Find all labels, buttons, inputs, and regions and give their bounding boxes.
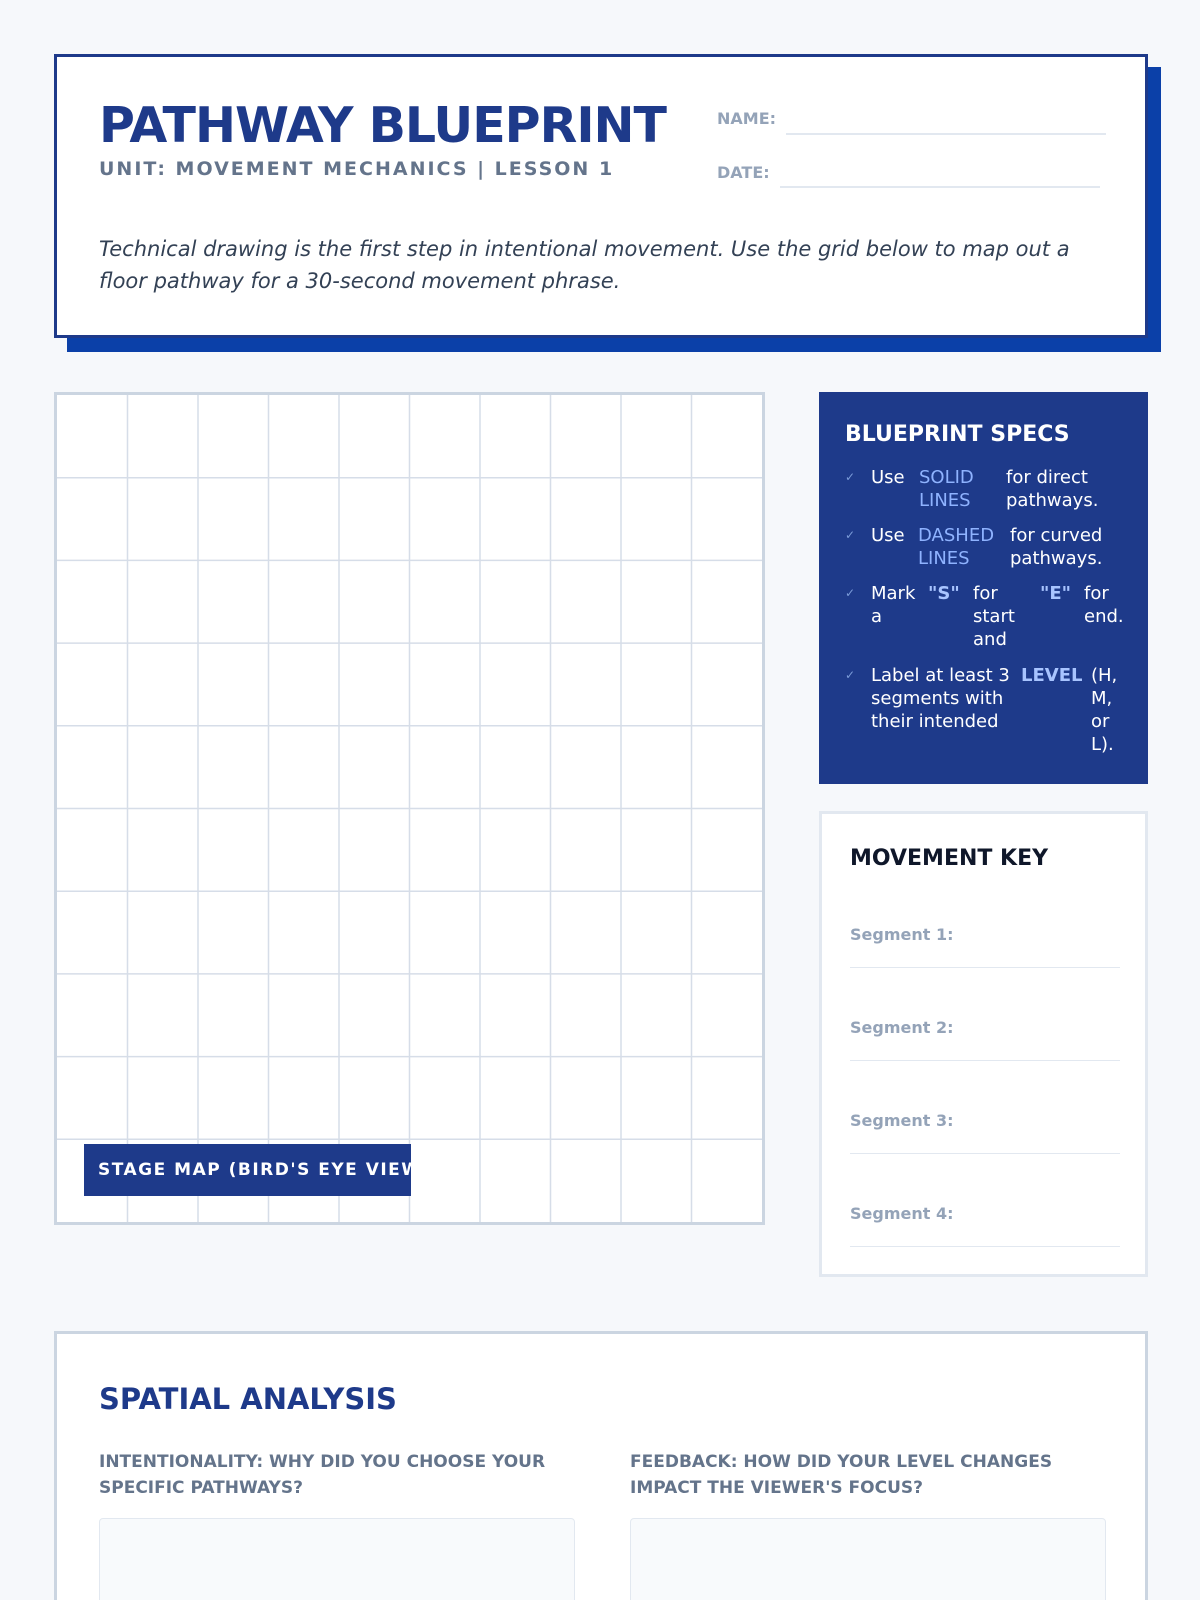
feedback-question: FEEDBACK: HOW DID YOUR LEVEL CHANGES IMPACT THE VIEWER'S FOCUS?: [630, 1452, 1053, 1498]
spec-item: ✓ Mark a "S" for start and "E" for end.: [845, 583, 1124, 650]
check-icon: ✓: [845, 470, 856, 484]
spatial-analysis-section: [54, 1331, 1148, 1600]
segment-2-label: Segment 2:: [850, 1018, 954, 1037]
name-field[interactable]: [786, 133, 1106, 135]
segment-3-field[interactable]: [850, 1153, 1120, 1154]
page-title: PATHWAY BLUEPRINT: [99, 97, 666, 154]
stage-map-label: STAGE MAP (BIRD'S EYE VIEW): [84, 1144, 411, 1196]
spec-item: ✓ Label at least 3 segments with their intended LEVEL (H, M, or L).: [845, 665, 1118, 755]
check-icon: ✓: [845, 528, 856, 542]
spec-item: ✓ Use SOLID LINES for direct pathways.: [845, 467, 1099, 511]
date-field[interactable]: [780, 186, 1100, 188]
spatial-analysis-title: SPATIAL ANALYSIS: [99, 1382, 397, 1416]
segment-1-field[interactable]: [850, 967, 1120, 968]
feedback-answer-box[interactable]: [630, 1518, 1106, 1600]
header-card: [54, 54, 1148, 338]
segment-1-label: Segment 1:: [850, 925, 954, 944]
segment-4-label: Segment 4:: [850, 1204, 954, 1223]
stage-map-grid[interactable]: [54, 392, 765, 1225]
check-icon: ✓: [845, 586, 856, 600]
segment-2-field[interactable]: [850, 1060, 1120, 1061]
intentionality-answer-box[interactable]: [99, 1518, 575, 1600]
specs-title: BLUEPRINT SPECS: [845, 422, 1070, 447]
grid-lines: [57, 395, 765, 1225]
segment-3-label: Segment 3:: [850, 1111, 954, 1130]
name-label: NAME:: [717, 109, 777, 128]
check-icon: ✓: [845, 668, 856, 682]
segment-4-field[interactable]: [850, 1246, 1120, 1247]
blueprint-specs-panel: [819, 392, 1148, 784]
intentionality-question: INTENTIONALITY: WHY DID YOU CHOOSE YOUR SPECIFIC PATHWAYS?: [99, 1452, 546, 1498]
date-label: DATE:: [717, 163, 770, 182]
intro-text: Technical drawing is the first step in intentional movement. Use the grid below to map out a floor pathway for a 30-second movement phrase.: [99, 237, 1070, 293]
movement-key-title: MOVEMENT KEY: [850, 846, 1049, 871]
spec-item: ✓ Use DASHED LINES for curved pathways.: [845, 525, 1103, 569]
movement-key-panel: [819, 811, 1148, 1277]
unit-subtitle: UNIT: MOVEMENT MECHANICS | LESSON 1: [99, 158, 615, 180]
